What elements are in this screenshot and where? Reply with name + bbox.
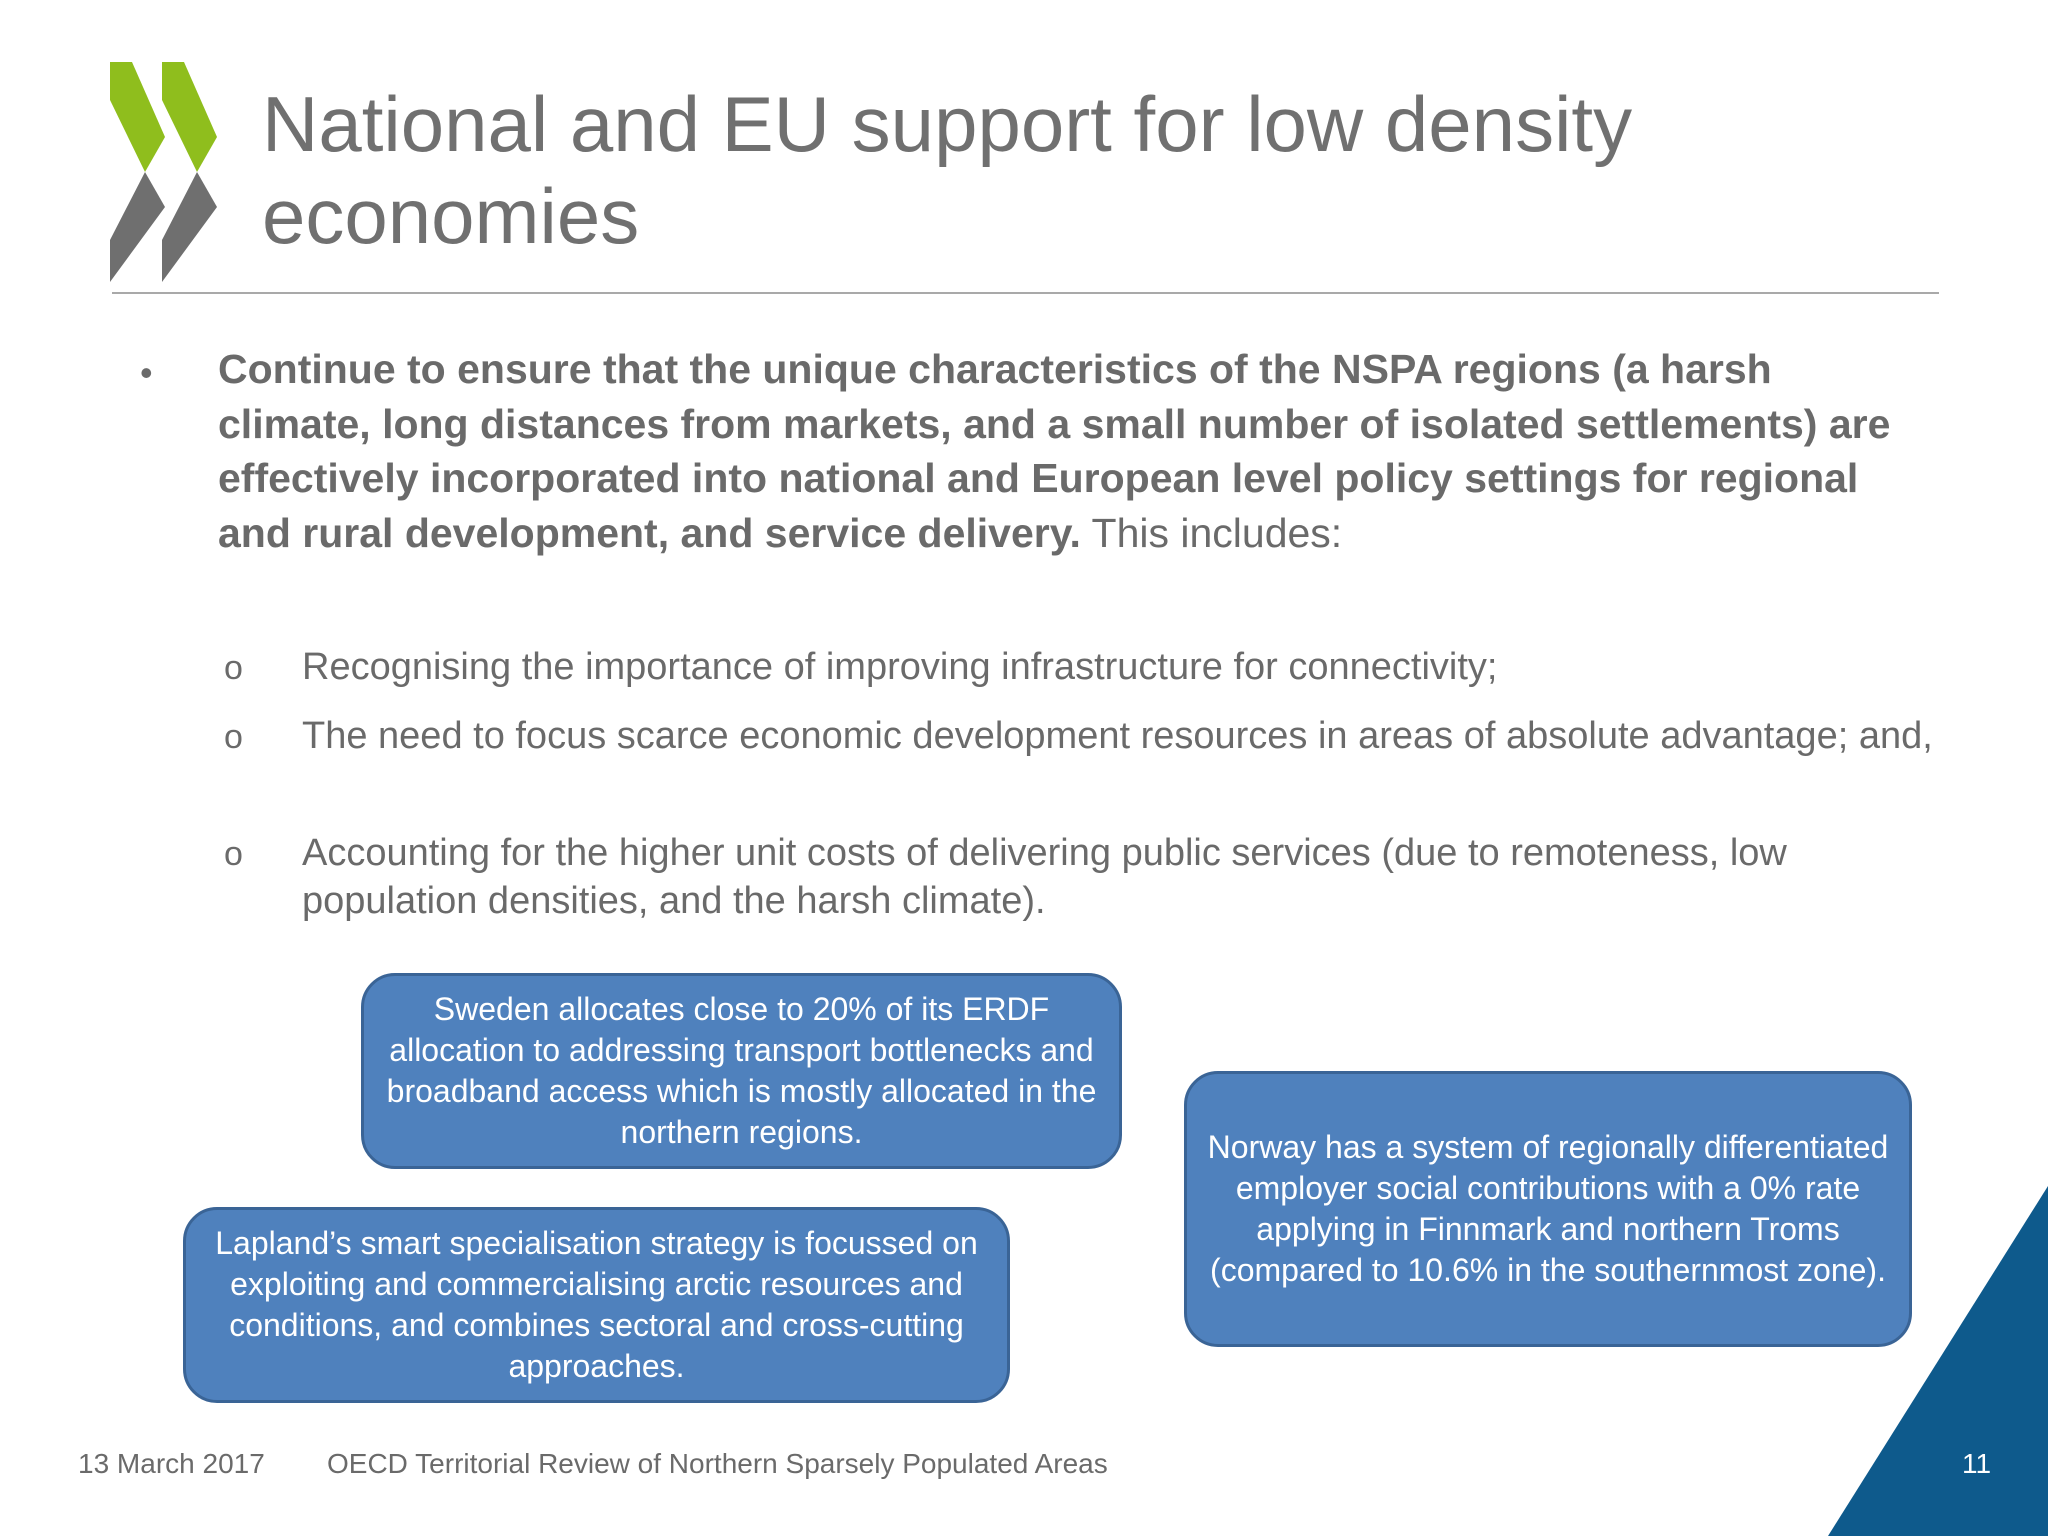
callout-sweden: Sweden allocates close to 20% of its ERDF allocation to addressing transport bottlenecks and broadband access which is mostly allocated in the northern regions. <box>361 973 1122 1169</box>
main-bullet <box>218 342 1918 560</box>
callout-norway: Norway has a system of regionally differentiated employer social contributions with a 0% rate applying in Finnmark and northern Troms (compared to 10.6% in the southernmost zone). <box>1184 1071 1912 1347</box>
page-number: 11 <box>1962 1448 1992 1479</box>
main-bullet-marker: • <box>140 352 153 393</box>
corner-accent-triangle <box>1828 1186 2048 1536</box>
main-bullet-normal-text: This includes: <box>1080 509 1343 556</box>
sub-bullet-text: The need to focus scarce economic development resources in areas of absolute advantage; and, <box>302 715 1933 757</box>
sub-bullet-marker: o <box>224 718 243 756</box>
footer-date: 13 March 2017 <box>78 1448 265 1479</box>
title-divider <box>112 292 1939 294</box>
callout-lapland: Lapland’s smart specialisation strategy is focussed on exploiting and commercialising arctic resources and conditions, and combines sectoral and cross-cutting approaches. <box>183 1207 1010 1403</box>
footer-publication: OECD Territorial Review of Northern Sparsely Populated Areas <box>327 1448 1108 1479</box>
main-bullet-bold-text: Continue to ensure that the unique characteristics of the NSPA regions (a harsh climate, long distances from markets, and a small number of isolated settlements) are effectively incorporated into national and European level policy settings for regional and rural development, and service delivery. <box>218 346 1891 556</box>
sub-bullet-text: Recognising the importance of improving infrastructure for connectivity; <box>302 646 1498 688</box>
slide-title: National and EU support for low density economies <box>262 80 1633 260</box>
sub-bullet-text: Accounting for the higher unit costs of delivering public services (due to remoteness, low population densities, and the harsh climate). <box>302 832 1787 922</box>
sub-bullet-marker: o <box>224 835 243 873</box>
oecd-logo-icon <box>110 62 220 282</box>
sub-bullet-marker: o <box>224 649 243 687</box>
